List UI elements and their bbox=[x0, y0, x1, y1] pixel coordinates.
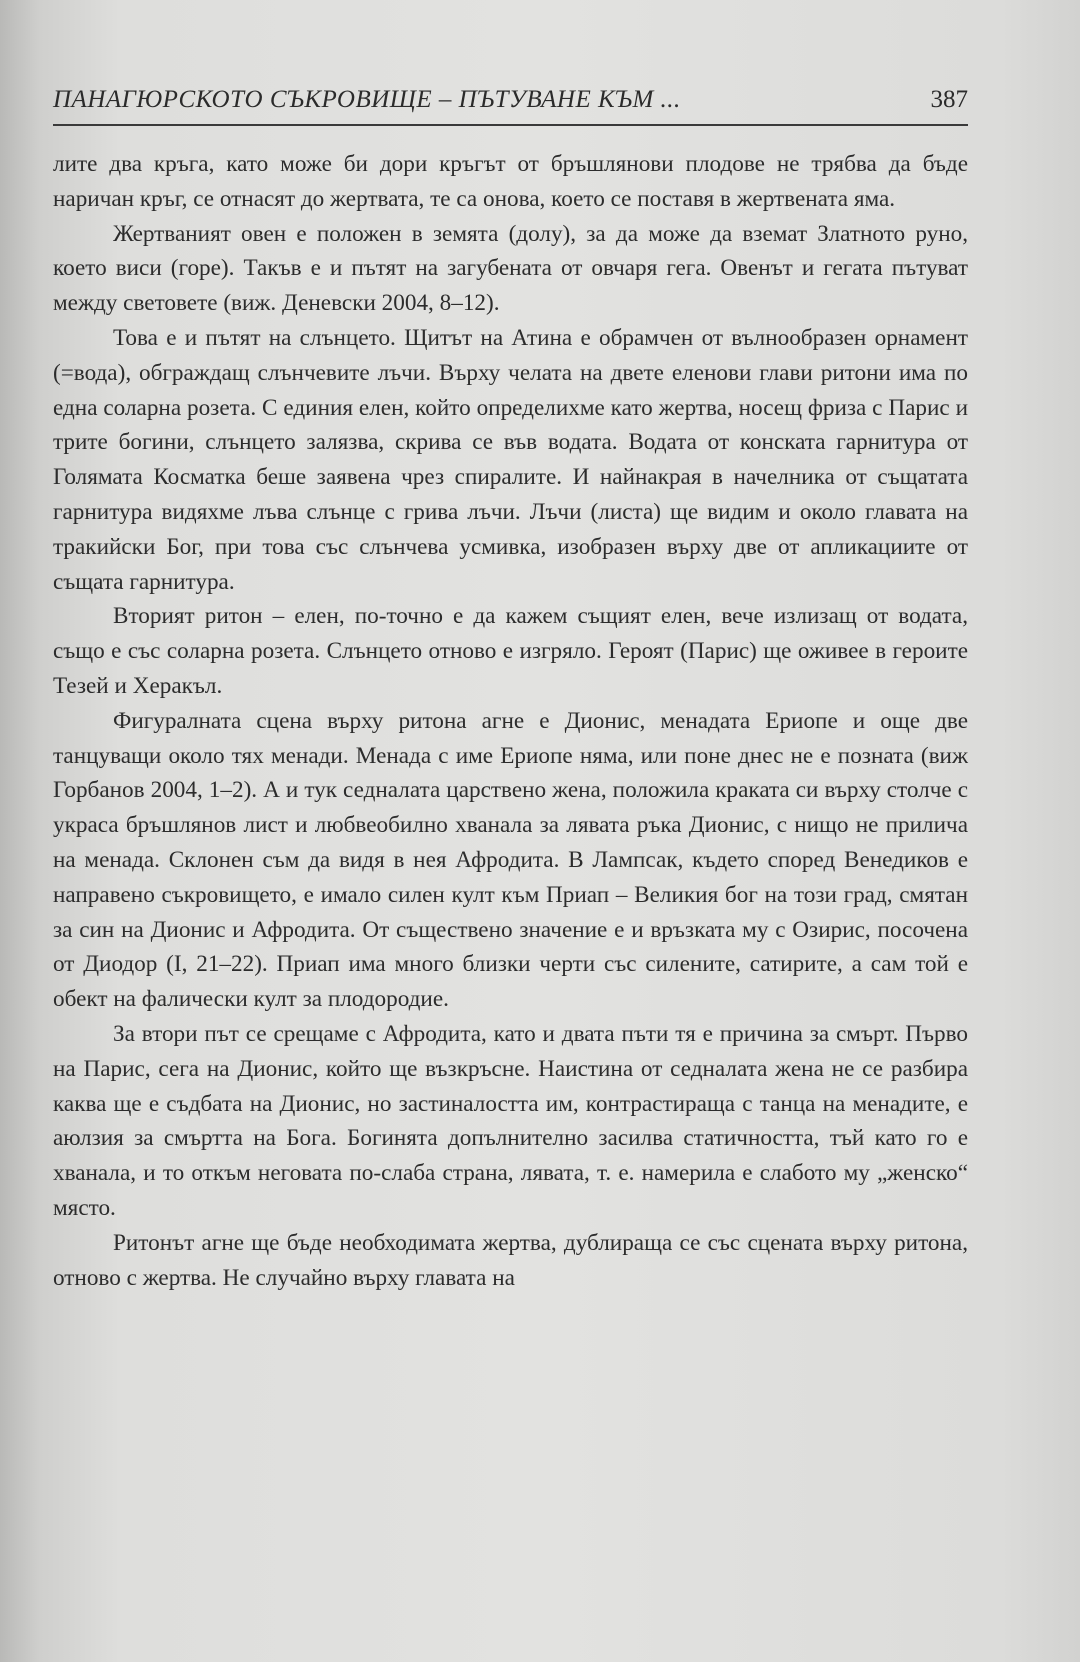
paragraph: Това е и пътят на слънцето. Щитът на Атина е обрамчен от вълнообразен орнамент (=вода), обграждащ слънчевите лъчи. Върху челата на двете еленови глави ритони има по една соларна розета. С единия елен, който определихме като жертва, носещ фриза с Парис и трите богини, слънцето залязва, скрива се във водата. Водата от конската гарнитура от Голямата Косматка беше заявена чрез спиралите. И найнакрая в начелника от същатата гарнитура видяхме лъва слънце с грива лъчи. Лъчи (листа) ще видим и около главата на тракийски Бог, при това със слънчева усмивка, изобразен върху две от апликациите от същата гарнитура. bbox=[53, 324, 968, 595]
body-text bbox=[53, 147, 968, 1295]
paragraph: Вторият ритон – елен, по-точно е да кажем същият елен, вече излизащ от водата, също е със соларна розета. Слънцето отново е изгряло. Героят (Парис) ще оживее в героите Тезей и Херакъл. bbox=[53, 603, 968, 699]
paragraph: Жертваният овен е положен в земята (долу), за да може да вземат Златното руно, което виси (горе). Такъв е и пътят на загубената от овчаря гега. Овенът и гегата пътуват между световете (виж. Деневски 2004, 8–12). bbox=[53, 220, 968, 317]
paragraph-continued: лите два кръга, като може би дори кръгът от бръшлянови плодове не трябва да бъде наричан кръг, се отнасят до жертвата, те са онова, което се поставя в жертвената яма. bbox=[53, 151, 968, 212]
page-number: 387 bbox=[930, 86, 968, 113]
paragraph: За втори път се срещаме с Афродита, като и двата пъти тя е причина за смърт. Първо на Парис, сега на Дионис, който ще възкръсне. Наистина от седналата жена не се разбира каква ще е съдбата на Дионис, но застиналостта им, контрастираща с танца на менадите, е аюлзия за смъртта на Бога. Богинята допълнително засилва статичността, тъй като го е хванала, и то откъм неговата по-слаба страна, лявата, т. е. намерила е слабото му „женско“ място. bbox=[53, 1020, 968, 1221]
running-header-title: ПАНАГЮРСКОТО СЪКРОВИЩЕ – ПЪТУВАНЕ КЪМ ... bbox=[53, 86, 681, 113]
running-header bbox=[53, 86, 968, 126]
paragraph: Ритонът агне ще бъде необходимата жертва, дублираща се със сцената върху ритона, отново с жертва. Не случайно върху главата на bbox=[53, 1229, 968, 1291]
paragraph: Фигуралната сцена върху ритона агне е Дионис, менадата Ериопе и още две танцуващи около тях менади. Менада с име Ериопе няма, или поне днес не е позната (виж Горбанов 2004, 1–2). А и тук седналата царствено жена, положила краката си върху столче с украса бръшлянов лист и любвеобилно хванала за лявата ръка Дионис, с нищо не прилича на менада. Склонен съм да видя в нея Афродита. В Лампсак, където според Венедиков е направено съкровището, е имало силен култ към Приап – Великия бог на този град, смятан за син на Дионис и Афродита. От съществено значение е и връзката му с Озирис, посочена от Диодор (I, 21–22). Приап има много близки черти със силените, сатирите, а сам той е обект на фалически култ за плодородие. bbox=[53, 707, 968, 1013]
